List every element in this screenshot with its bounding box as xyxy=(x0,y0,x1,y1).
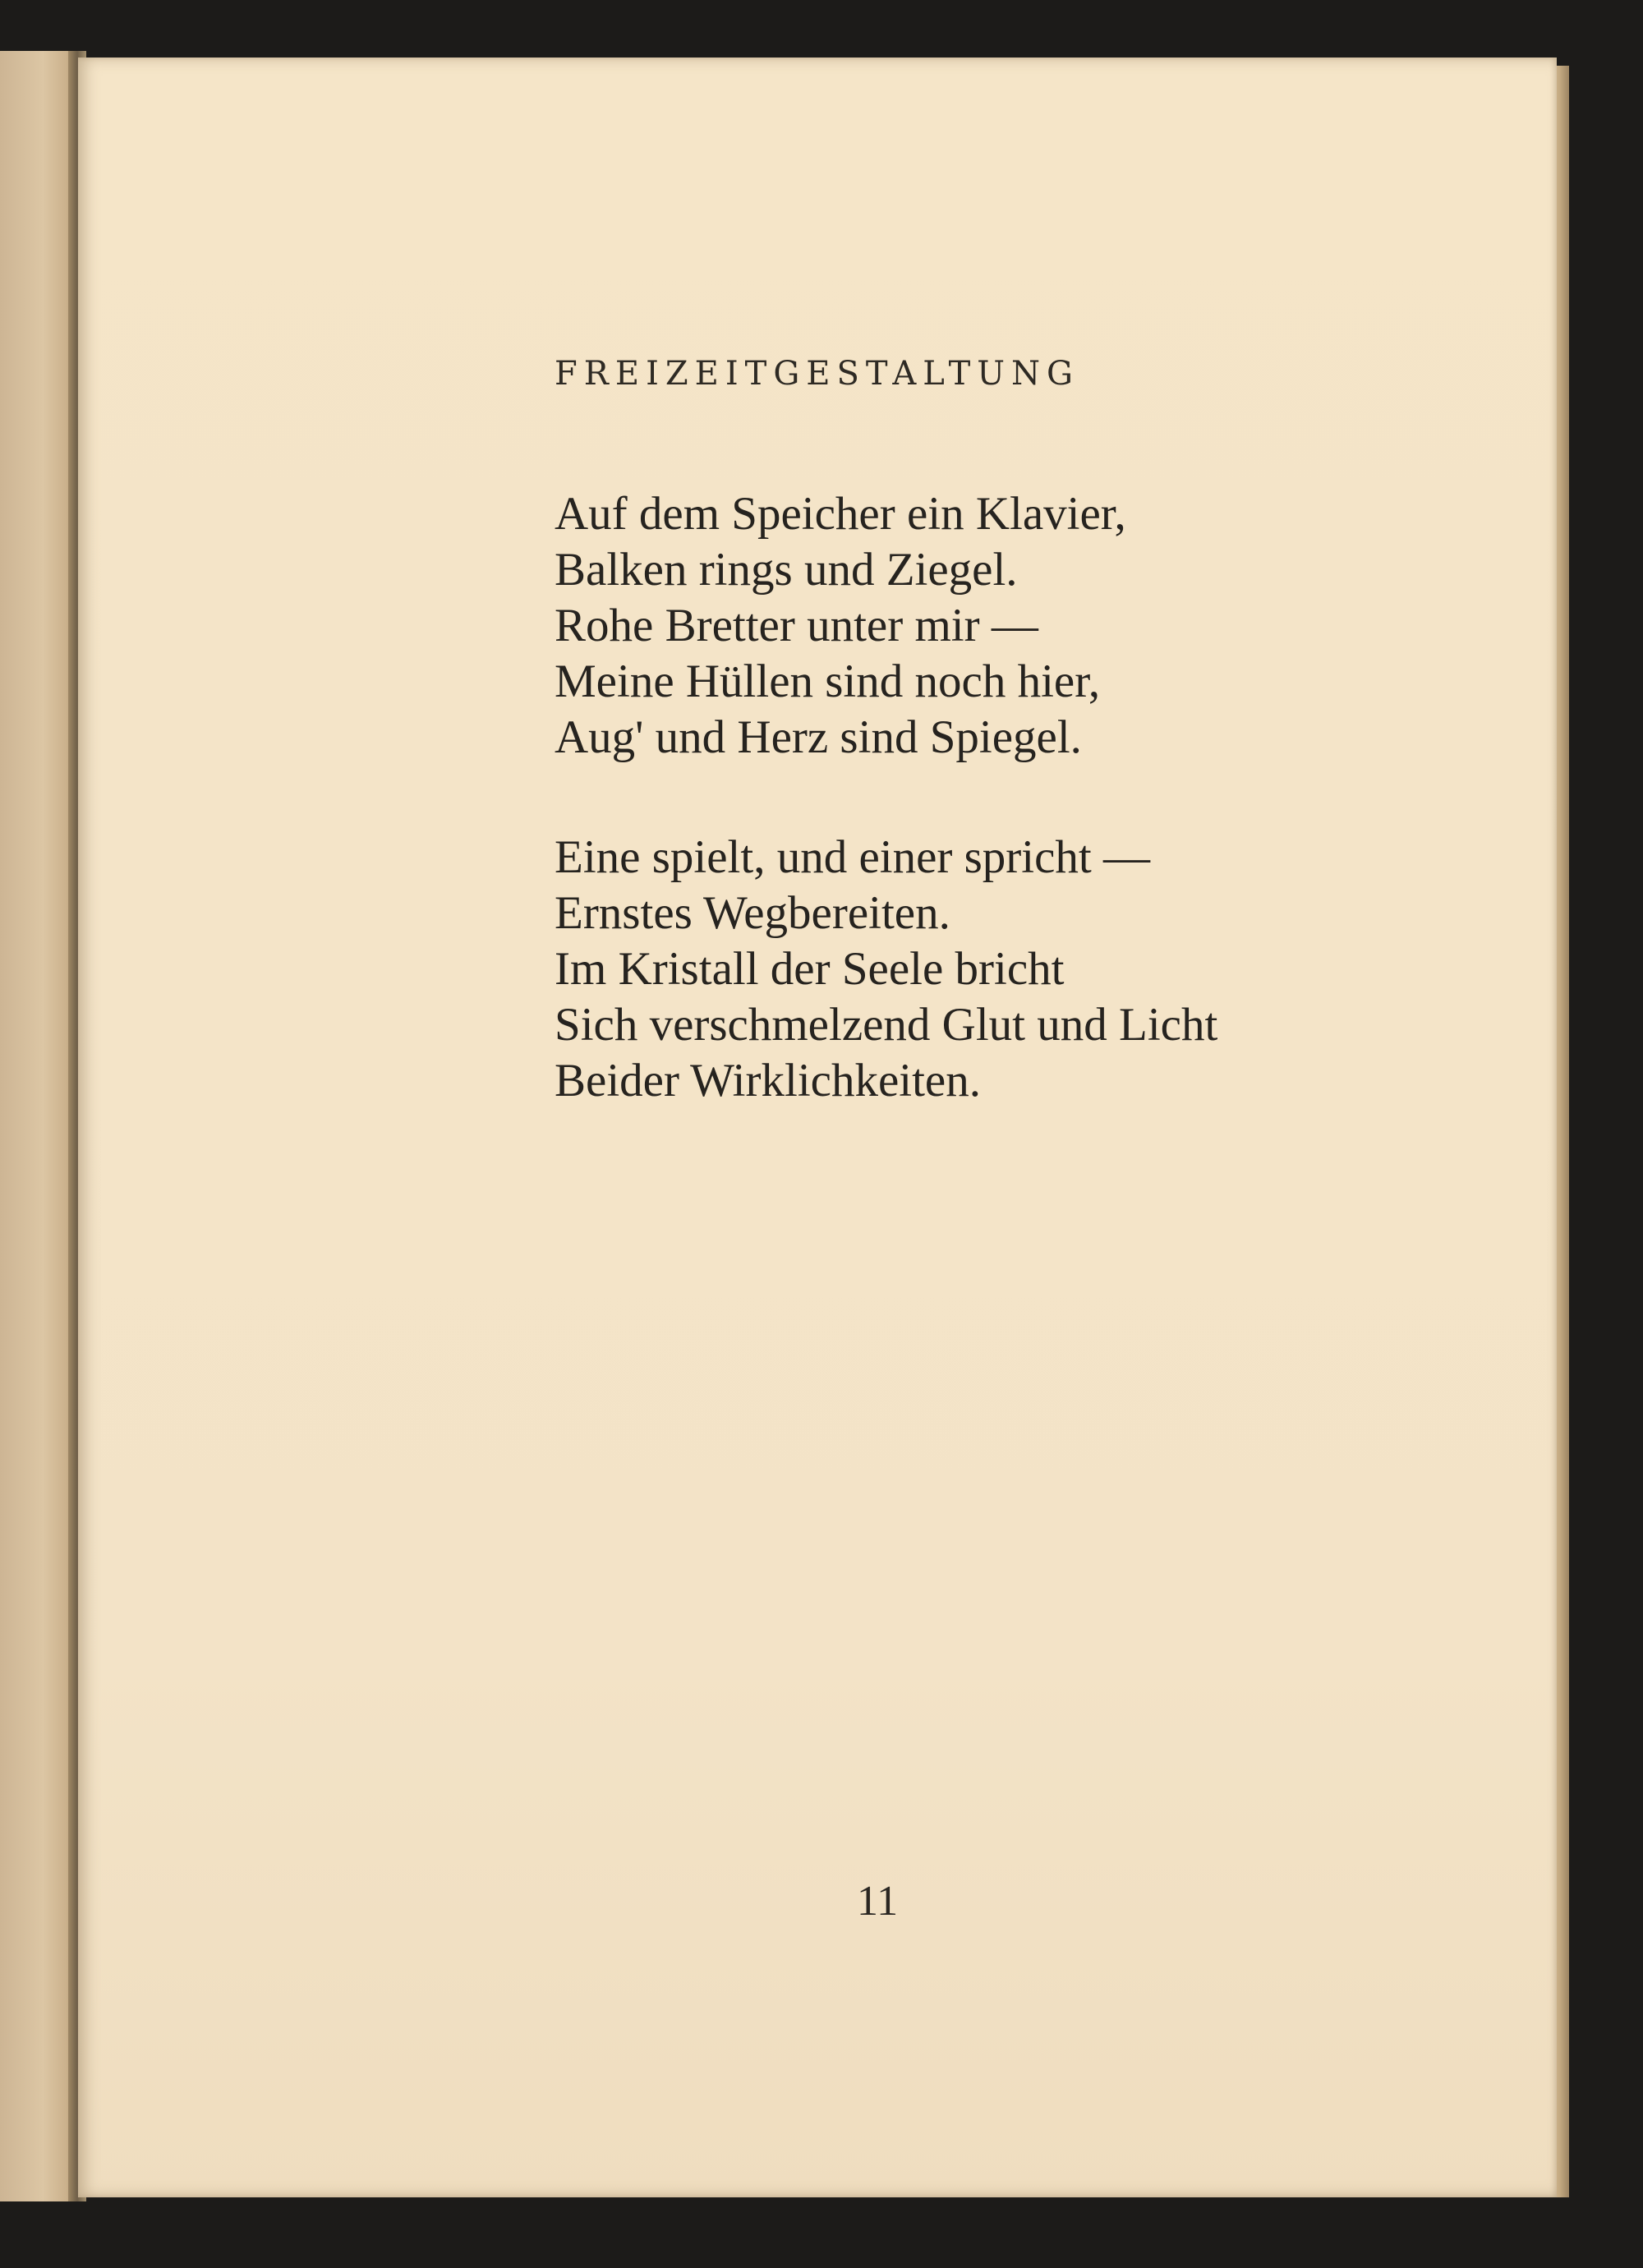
stanza-2 xyxy=(555,830,1217,1109)
page-number: 11 xyxy=(857,1878,899,1925)
poem-title: FREIZEITGESTALTUNG xyxy=(555,355,1079,393)
poem-line: Meine Hüllen sind noch hier, xyxy=(555,656,1101,707)
book-page xyxy=(78,58,1557,2197)
poem-line: Rohe Bretter unter mir — xyxy=(555,600,1038,651)
poem-line: Eine spielt, und einer spricht — xyxy=(555,831,1150,883)
poem-line: Beider Wirklichkeiten. xyxy=(555,1055,981,1106)
left-page-edge xyxy=(0,51,78,2201)
poem-line: Balken rings und Ziegel. xyxy=(555,544,1018,596)
poem-line: Auf dem Speicher ein Klavier, xyxy=(555,488,1126,540)
stanza-1 xyxy=(555,486,1126,766)
poem-line: Im Kristall der Seele bricht xyxy=(555,943,1065,995)
poem-line: Sich verschmelzend Glut und Licht xyxy=(555,999,1218,1051)
poem-line: Aug' und Herz sind Spiegel. xyxy=(555,711,1082,763)
poem-line: Ernstes Wegbereiten. xyxy=(555,887,950,939)
